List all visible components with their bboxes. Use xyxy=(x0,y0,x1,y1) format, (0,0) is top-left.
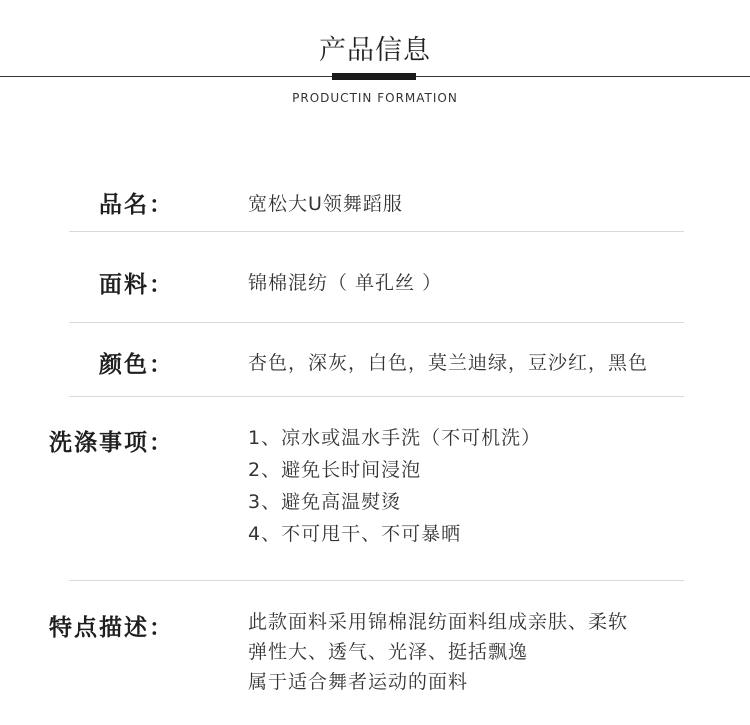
care-line: 3、避免高温熨烫 xyxy=(248,491,402,513)
fabric-label: 面料： xyxy=(99,272,174,298)
section-title: 产品信息 xyxy=(319,35,431,66)
care-line: 4、不可甩干、不可暴晒 xyxy=(248,523,462,545)
care-line: 1、凉水或温水手洗（不可机洗） xyxy=(248,427,542,449)
row-divider xyxy=(69,580,684,581)
color-value: 杏色，深灰，白色，莫兰迪绿，豆沙红，黑色 xyxy=(248,352,649,374)
care-line: 2、避免长时间浸泡 xyxy=(248,459,422,481)
row-divider xyxy=(69,322,684,323)
row-divider xyxy=(69,231,684,232)
features-description xyxy=(248,607,718,697)
product-name-label: 品名： xyxy=(99,192,174,218)
feature-line: 弹性大、透气、光泽、挺括飘逸 xyxy=(248,641,529,663)
fabric-value: 锦棉混纺（ 单孔丝 ） xyxy=(248,272,443,294)
row-divider xyxy=(69,396,684,397)
feature-line: 此款面料采用锦棉混纺面料组成亲肤、柔软 xyxy=(248,611,629,633)
title-accent-bar xyxy=(332,73,416,80)
section-subtitle: PRODUCTIN FORMATION xyxy=(292,91,458,105)
features-label: 特点描述： xyxy=(49,615,174,641)
color-label: 颜色： xyxy=(99,352,174,378)
feature-line: 属于适合舞者运动的面料 xyxy=(248,671,469,693)
care-label: 洗涤事项： xyxy=(49,430,174,456)
care-instructions-list xyxy=(248,422,718,550)
product-name-value: 宽松大U领舞蹈服 xyxy=(248,193,403,215)
